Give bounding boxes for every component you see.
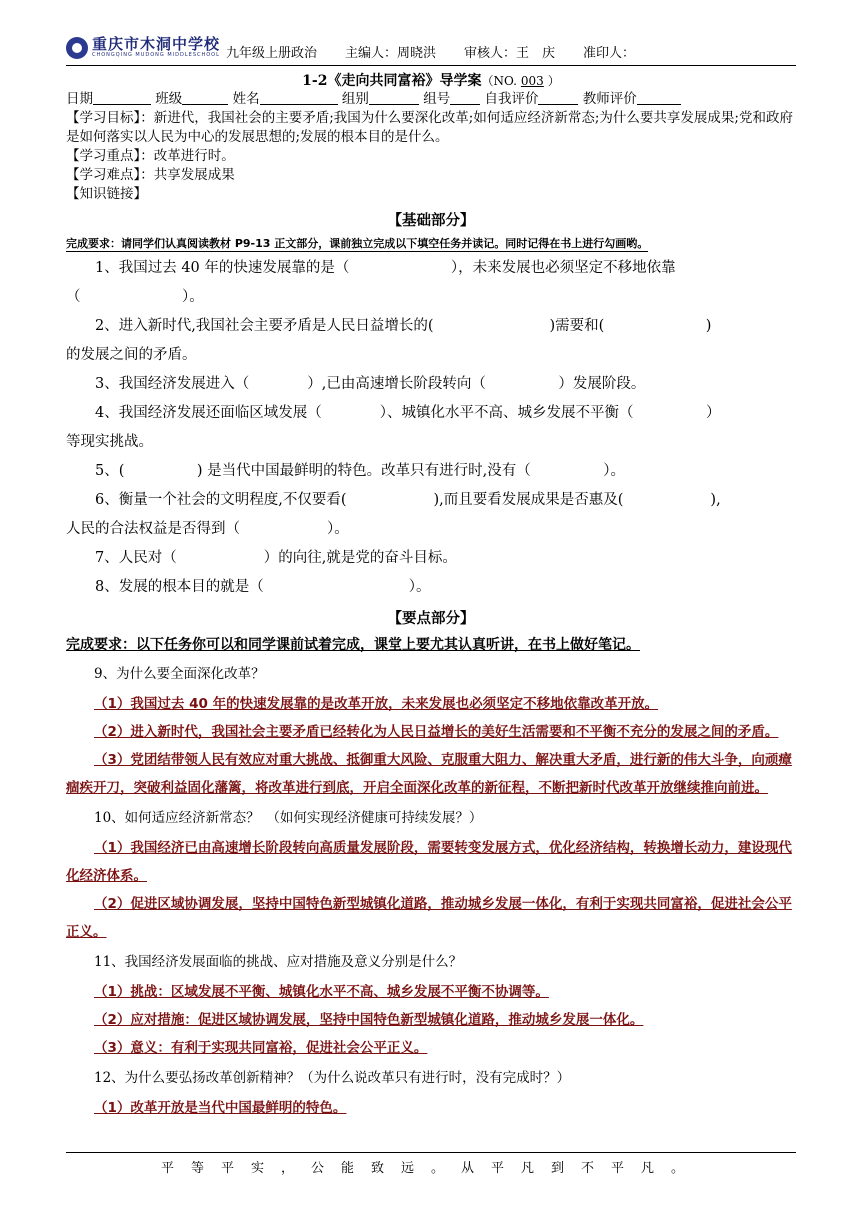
answer-9-1: （1）我国过去 40 年的快速发展靠的是改革开放，未来发展也必须坚定不移地依靠改革开放。 xyxy=(94,696,659,712)
field-blank[interactable] xyxy=(637,90,681,105)
field-label: 组别 xyxy=(341,91,369,107)
question-11: 11、我国经济发展面临的挑战、应对措施及意义分别是什么？ xyxy=(94,954,463,970)
answer-11-2: （2）应对措施：促进区域协调发展，坚持中国特色新型城镇化道路，推动城乡发展一体化。 xyxy=(94,1012,644,1028)
school-name: 重庆市木洞中学校 xyxy=(92,35,221,53)
basic-section-heading: 【基础部分】 xyxy=(387,213,475,229)
printer: 准印人： xyxy=(583,46,636,61)
field-blank[interactable] xyxy=(260,90,338,105)
question-6b: 人民的合法权益是否得到（ ）。 xyxy=(66,521,349,537)
question-6a: 6、衡量一个社会的文明程度,不仅要看( ),而且要看发展成果是否惠及( ), xyxy=(95,492,721,508)
field-blank[interactable] xyxy=(182,90,228,105)
question-5: 5、( ) 是当代中国最鲜明的特色。改革只有进行时,没有（ ）。 xyxy=(95,463,626,479)
reviewer: 审核人：王 庆 xyxy=(464,46,556,61)
field-blank[interactable] xyxy=(450,90,480,105)
field-label: 姓名 xyxy=(232,91,260,107)
question-2b: 的发展之间的矛盾。 xyxy=(66,347,197,363)
question-3: 3、我国经济发展进入（ ）,已由高速增长阶段转向（ ）发展阶段。 xyxy=(95,376,646,392)
question-8: 8、发展的根本目的就是（ ）。 xyxy=(95,579,431,595)
field-label: 组号 xyxy=(423,91,451,107)
header-divider xyxy=(66,65,796,66)
answer-10-1: （1）我国经济已由高速增长阶段转向高质量发展阶段，需要转变发展方式，优化经济结构，转换增长动力，建设现代化经济体系。 xyxy=(66,840,792,884)
no-value: 003 xyxy=(520,74,544,88)
field-label: 自我评价 xyxy=(484,91,539,107)
answer-11-3: （3）意义：有利于实现共同富裕，促进社会公平正义。 xyxy=(94,1040,428,1056)
school-logo xyxy=(66,36,220,59)
field-label: 教师评价 xyxy=(582,91,637,107)
key-requirement: 完成要求：以下任务你可以和同学课前试着完成，课堂上要尤其认真听讲，在书上做好笔记。 xyxy=(66,637,640,653)
page-footer-motto: 平等平实，公能致远。从平凡到不平凡。 xyxy=(66,1152,796,1176)
question-10: 10、如何适应经济新常态？ （如何实现经济健康可持续发展？） xyxy=(94,810,483,826)
no-prefix: （NO. xyxy=(481,74,517,88)
answer-9-3: （3）党团结带领人民有效应对重大挑战、抵御重大风险、克服重大阻力、解决重大矛盾，进行新的伟大斗争，向顽瘴痼疾开刀，突破利益固化藩篱，将改革进行到底，开启全面深化改革的新征程，不断把新时代改革开放继续推向前进。 xyxy=(66,752,792,796)
question-12: 12、为什么要弘扬改革创新精神？（为什么说改革只有进行时，没有完成时？） xyxy=(94,1070,571,1086)
key-section-heading: 【要点部分】 xyxy=(387,611,475,627)
question-7: 7、人民对（ ）的向往,就是党的奋斗目标。 xyxy=(95,550,457,566)
question-1a: 1、我国过去 40 年的快速发展靠的是（ ），未来发展也必须坚定不移地依靠 xyxy=(95,260,676,276)
question-4a: 4、我国经济发展还面临区域发展（ ）、城镇化水平不高、城乡发展不平衡（ ） xyxy=(95,405,721,421)
question-1b: （ ）。 xyxy=(66,289,204,305)
question-2a: 2、进入新时代,我国社会主要矛盾是人民日益增长的( )需要和( ) xyxy=(95,318,712,334)
school-emblem-icon xyxy=(66,37,88,59)
answer-10-2: （2）促进区域协调发展，坚持中国特色新型城镇化道路，推动城乡发展一体化，有利于实现共同富裕，促进社会公平正义。 xyxy=(66,896,792,940)
field-blank[interactable] xyxy=(538,90,578,105)
answer-9-2: （2）进入新时代，我国社会主要矛盾已经转化为人民日益增长的美好生活需要和不平衡不充分的发展之间的矛盾。 xyxy=(94,724,779,740)
field-blank[interactable] xyxy=(93,90,151,105)
learning-difficulty: 【学习难点】：共享发展成果 xyxy=(66,167,235,183)
editor: 主编人：周晓洪 xyxy=(345,46,437,61)
answer-11-1: （1）挑战：区域发展不平衡、城镇化水平不高、城乡发展不平衡不协调等。 xyxy=(94,984,549,1000)
knowledge-link: 【知识链接】 xyxy=(66,186,147,202)
basic-requirement: 完成要求：请同学们认真阅读教材 P9-13 正文部分，课前独立完成以下填空任务并读记。同时记得在书上进行勾画哟。 xyxy=(66,237,649,250)
page-header xyxy=(66,30,796,66)
learning-goal: 【学习目标】：新进代，我国社会的主要矛盾;我国为什么要深化改革;如何适应经济新常态;为什么要共享发展成果;党和政府是如何落实以人民为中心的发展思想的;发展的根本目的是什么。 xyxy=(66,110,793,145)
field-label: 班级 xyxy=(155,91,183,107)
answer-12-1: （1）改革开放是当代中国最鲜明的特色。 xyxy=(94,1100,347,1116)
learning-key: 【学习重点】：改革进行时。 xyxy=(66,148,235,164)
school-name-en: CHONGQING MUDONG MIDDLESCHOOL xyxy=(92,52,220,58)
question-4b: 等现实挑战。 xyxy=(66,434,153,450)
no-suffix: ） xyxy=(547,74,560,88)
field-label: 日期 xyxy=(66,91,93,107)
page-title xyxy=(66,70,796,90)
grade-subject: 九年级上册政治 xyxy=(226,46,318,61)
field-blank[interactable] xyxy=(369,90,419,105)
title-main: 1-2《走向共同富裕》导学案 xyxy=(302,73,482,89)
question-9: 9、为什么要全面深化改革？ xyxy=(94,666,265,682)
worksheet-page xyxy=(66,30,796,1122)
info-fields xyxy=(66,90,796,109)
